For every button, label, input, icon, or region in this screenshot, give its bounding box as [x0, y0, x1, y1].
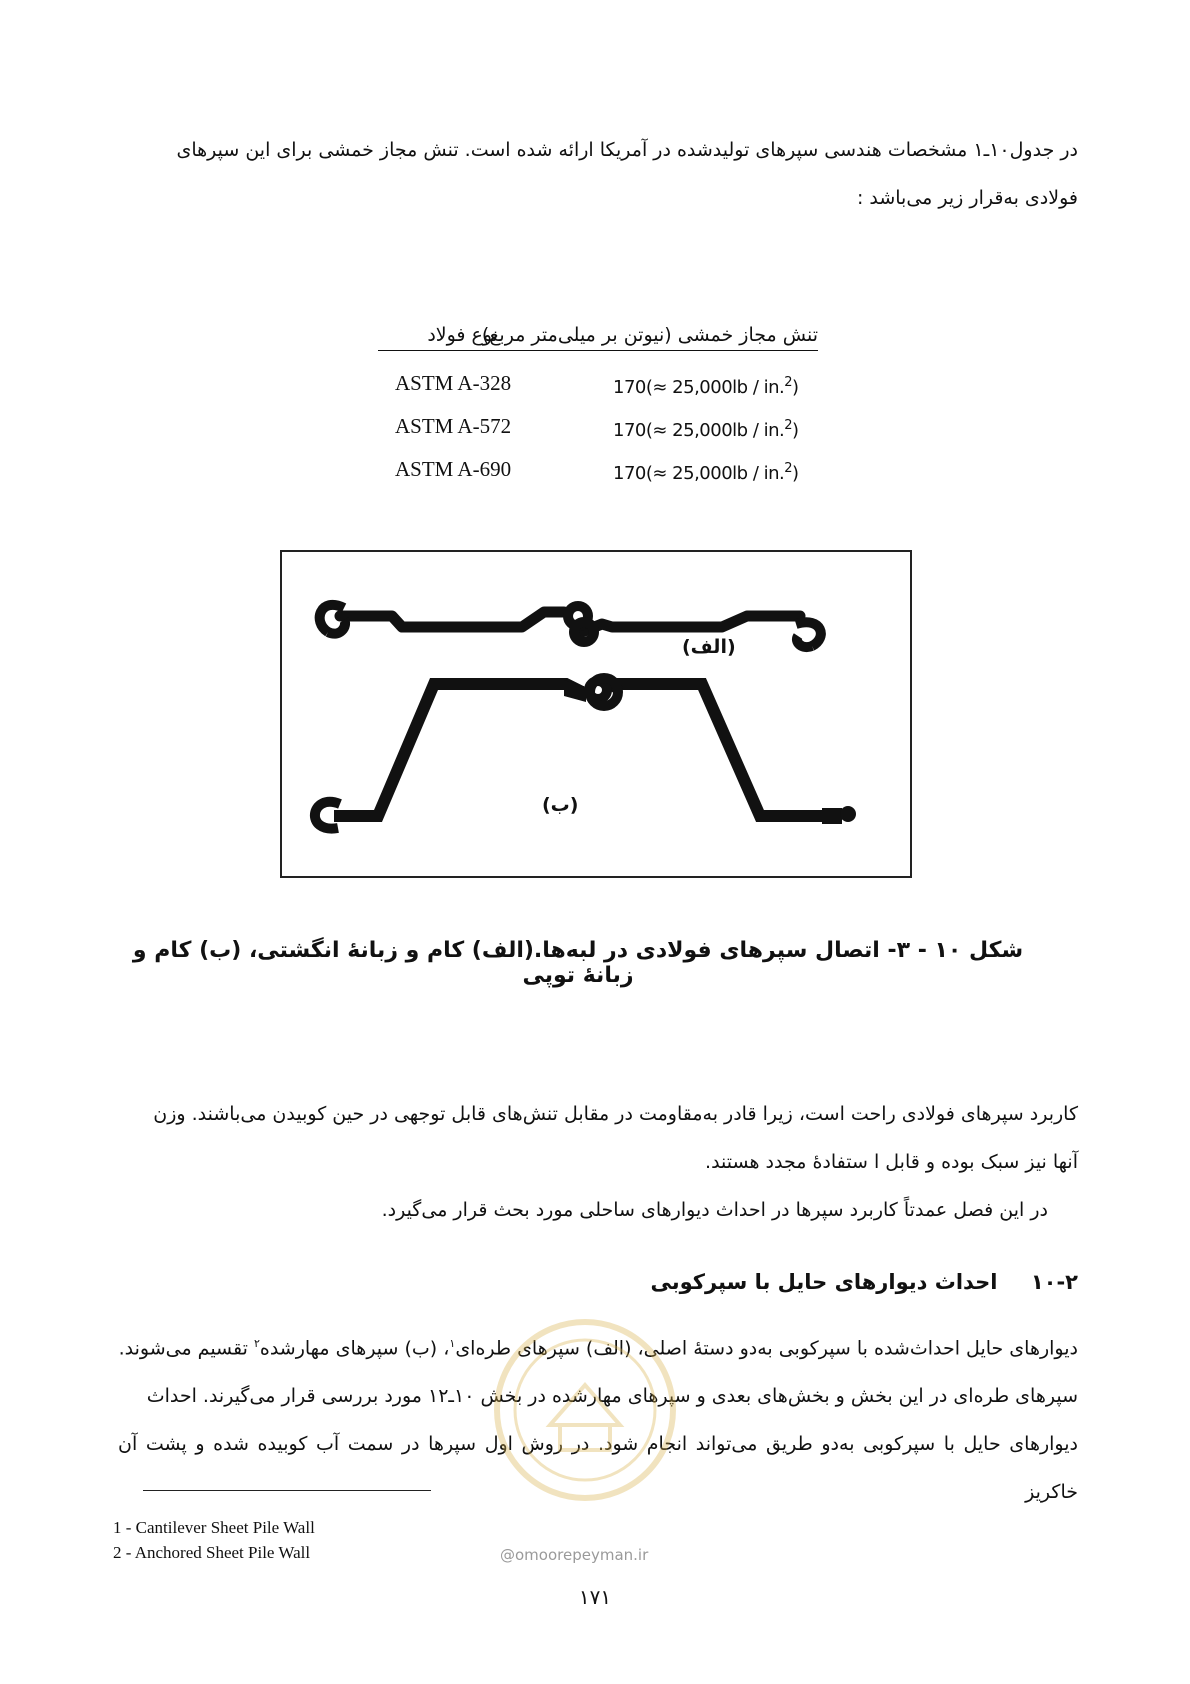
publisher-watermark-logo: [490, 1315, 680, 1505]
table-row: [395, 411, 825, 441]
intro-line-2: فولادی به‌قرار زیر می‌باشد :: [856, 187, 1078, 209]
intro-line-1: در جدول۱۰ـ۱ مشخصات هندسی سپرهای تولیدشده در آمریکا ارائه شده است. تنش مجاز خمشی برای این سپرهای: [176, 139, 1078, 161]
para3-line-2: سپرهای طره‌ای در این بخش و بخش‌های بعدی و سپرهای مهارشده در بخش ۱۰ـ۱۲ مورد بررسی قرار می‌گیرند. احداث: [146, 1385, 1078, 1408]
watermark-site: @omoorepeyman.ir: [500, 1546, 649, 1564]
steel-grade: ASTM A-572: [395, 414, 512, 438]
allowable-stress: 170(≈ 25,000lb / in.$^2$): [613, 375, 799, 398]
sheet-pile-drawing: [282, 552, 910, 876]
footnote-2: 2 - Anchored Sheet Pile Wall: [113, 1543, 311, 1562]
footnote-ref-1[interactable]: ۱: [449, 1337, 456, 1350]
sheet-pile-joint-figure: [280, 550, 912, 878]
section-number: ۱۰-۲: [1030, 1270, 1078, 1294]
paragraph-2: [118, 1090, 1078, 1234]
allowable-stress: 170(≈ 25,000lb / in.$^2$): [613, 461, 799, 484]
steel-grade: ASTM A-328: [395, 371, 512, 395]
steel-grade: ASTM A-690: [395, 457, 512, 481]
footnote-divider: [143, 1490, 431, 1491]
figure-label-b: (ب): [542, 794, 579, 816]
para2-line-3: در این فصل عمدتاً کاربرد سپرها در احداث دیوارهای ساحلی مورد بحث قرار می‌گیرد.: [381, 1199, 1048, 1221]
allowable-stress: 170(≈ 25,000lb / in.$^2$): [613, 418, 799, 441]
page-number: ۱۷۱: [578, 1585, 612, 1609]
para2-line-2: آنها نیز سبک بوده و قابل ا ستفادهٔ مجدد هستند.: [705, 1151, 1078, 1173]
para3-line-3: دیوارهای حایل با سپرکوبی به‌دو طریق می‌تواند انجام شود. در روش اول سپرها در سمت آب کوبیده شده و پشت آن خاکریز: [118, 1433, 1078, 1504]
table-row: [395, 368, 825, 398]
section-heading: [650, 1270, 1078, 1294]
para3-line-1: دیوارهای حایل احداث‌شده با سپرکوبی به‌دو دستهٔ اصلی، (الف) سپرهای طره‌ای$^۱$، (ب) سپرهای مهارشده$^۲$ تقسیم می‌شوند.: [118, 1337, 1078, 1360]
footnote-1: 1 - Cantilever Sheet Pile Wall: [113, 1518, 315, 1537]
col-grade-header: نوع فولاد: [427, 324, 498, 346]
section-title: احداث دیوارهای حایل با سپرکوبی: [650, 1270, 998, 1294]
intro-paragraph: [118, 126, 1078, 222]
figure-caption: شکل ۱۰ - ۳- اتصال سپرهای فولادی در لبه‌ها.(الف) کام و زبانهٔ انگشتی، (ب) کام و زبانهٔ توپی: [132, 938, 1024, 988]
col-stress-header: تنش مجاز خمشی (نیوتن بر میلی‌متر مربع): [481, 324, 818, 346]
figure-label-a: (الف): [682, 636, 736, 658]
table-row: [395, 454, 825, 484]
para2-line-1: کاربرد سپرهای فولادی راحت است، زیرا قادر به‌مقاومت در مقابل تنش‌های قابل توجهی در حین کوبیدن می‌باشند. وزن: [153, 1103, 1078, 1125]
stress-table-header: [378, 320, 818, 351]
footnote-ref-2[interactable]: ۲: [253, 1337, 260, 1350]
